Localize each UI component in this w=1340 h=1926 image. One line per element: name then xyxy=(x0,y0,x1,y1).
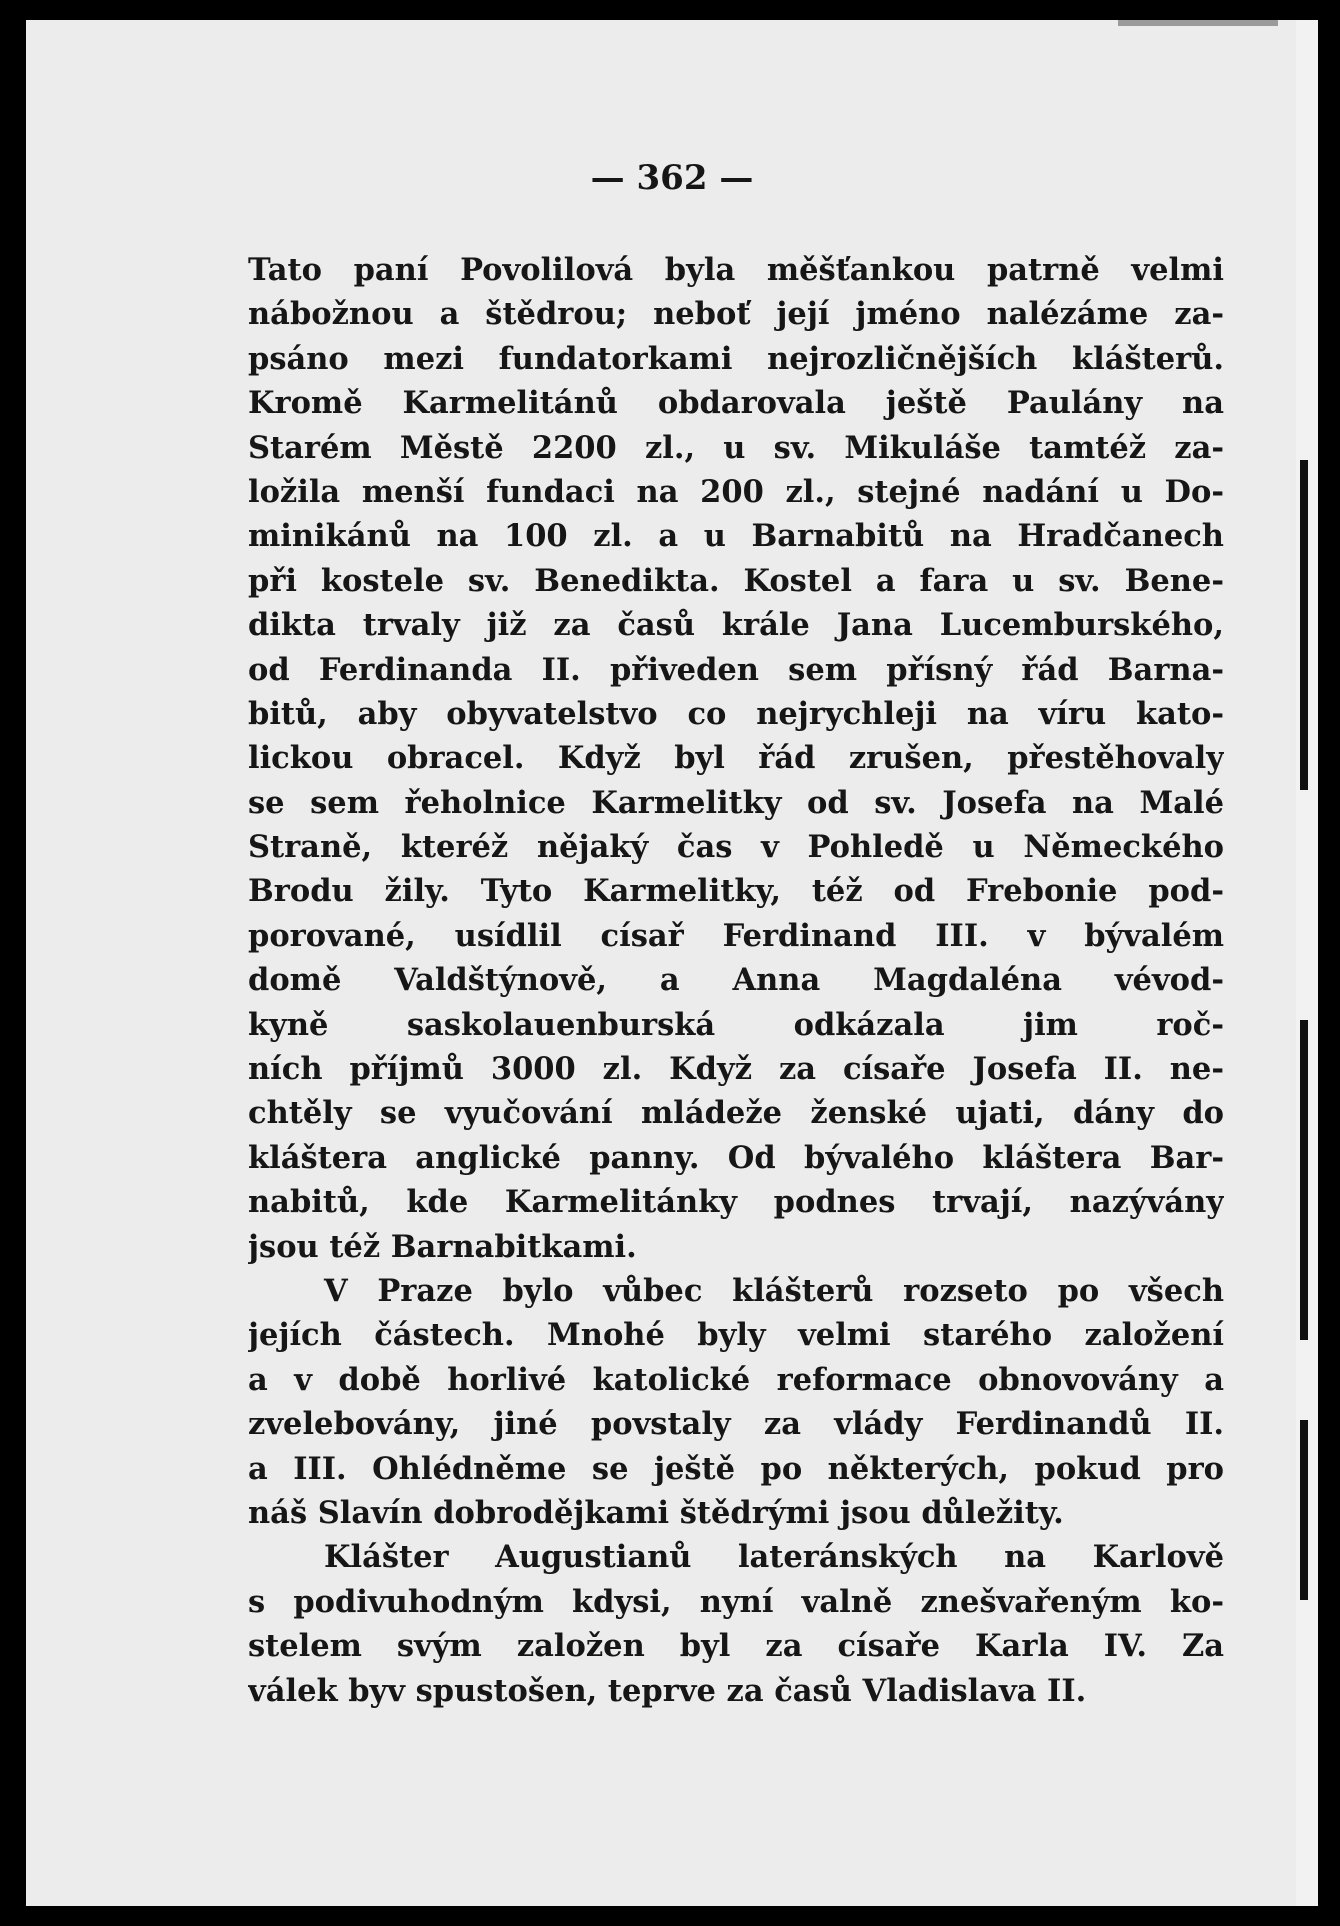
text-line: a III. Ohlédněme se ještě po některých, pokud pro xyxy=(248,1450,1224,1487)
text-line: při kostele sv. Benedikta. Kostel a fara u sv. Bene- xyxy=(248,562,1224,599)
text-line: minikánů na 100 zl. a u Barnabitů na Hradčanech xyxy=(248,518,1224,555)
text-line: a v době horlivé katolické reformace obnovovány a xyxy=(248,1361,1224,1398)
text-line: dikta trvaly již za časů krále Jana Lucemburského, xyxy=(248,607,1224,644)
scan-artifact-edge-line xyxy=(1300,1420,1308,1600)
paragraph xyxy=(248,248,1224,1269)
text-line: stelem svým založen byl za císaře Karla IV. Za xyxy=(248,1628,1224,1665)
text-line: nabitů, kde Karmelitánky podnes trvají, nazývány xyxy=(248,1184,1224,1221)
text-line: válek byv spustošen, teprve za časů Vladislava II. xyxy=(248,1672,1087,1709)
book-page xyxy=(26,20,1318,1906)
text-line: Kromě Karmelitánů obdarovala ještě Paulány na xyxy=(248,385,1224,422)
text-line: ložila menší fundaci na 200 zl., stejné nadání u Do- xyxy=(248,473,1224,510)
text-line: Klášter Augustianů lateránských na Karlově xyxy=(324,1539,1224,1576)
scan-artifact-edge-line xyxy=(1300,1020,1308,1340)
text-line: zvelebovány, jiné povstaly za vlády Ferdinandů II. xyxy=(248,1406,1224,1443)
scan-artifact-edge-line xyxy=(1300,460,1308,790)
text-line: nábožnou a štědrou; neboť její jméno nalézáme za- xyxy=(248,296,1224,333)
text-line: jejích částech. Mnohé byly velmi starého založení xyxy=(248,1317,1224,1354)
text-line: bitů, aby obyvatelstvo co nejrychleji na víru kato- xyxy=(248,695,1224,732)
scan-artifact-top xyxy=(1118,20,1278,26)
text-line: V Praze bylo vůbec klášterů rozseto po všech xyxy=(324,1272,1224,1309)
body-text xyxy=(248,248,1224,1713)
text-line: Brodu žily. Tyto Karmelitky, též od Frebonie pod- xyxy=(248,873,1224,910)
page-number: — 362 — xyxy=(590,158,754,198)
paragraph xyxy=(248,1269,1224,1535)
text-line: ních příjmů 3000 zl. Když za císaře Josefa II. ne- xyxy=(248,1051,1224,1088)
text-line: náš Slavín dobrodějkami štědrými jsou důležity. xyxy=(248,1494,1064,1531)
text-line: jsou též Barnabitkami. xyxy=(248,1228,637,1265)
text-line: kláštera anglické panny. Od bývalého kláštera Bar- xyxy=(248,1139,1224,1176)
text-line: od Ferdinanda II. přiveden sem přísný řád Barna- xyxy=(248,651,1224,688)
text-line: Straně, kteréž nějaký čas v Pohledě u Německého xyxy=(248,829,1224,866)
text-line: chtěly se vyučování mládeže ženské ujati, dány do xyxy=(248,1095,1224,1132)
text-line: porované, usídlil císař Ferdinand III. v bývalém xyxy=(248,917,1224,954)
text-line: domě Valdštýnově, a Anna Magdaléna vévod- xyxy=(248,962,1224,999)
text-line: psáno mezi fundatorkami nejrozličnějších klášterů. xyxy=(248,340,1224,377)
text-line: Starém Městě 2200 zl., u sv. Mikuláše tamtéž za- xyxy=(248,429,1224,466)
text-line: Tato paní Povolilová byla měšťankou patrně velmi xyxy=(248,252,1224,288)
text-line: kyně saskolauenburská odkázala jim roč- xyxy=(248,1006,1224,1043)
text-line: s podivuhodným kdysi, nyní valně znešvařeným ko- xyxy=(248,1583,1224,1620)
paragraph xyxy=(248,1535,1224,1713)
text-line: lickou obracel. Když byl řád zrušen, přestěhovaly xyxy=(248,740,1224,777)
text-line: se sem řeholnice Karmelitky od sv. Josefa na Malé xyxy=(248,784,1224,821)
page-edge xyxy=(1296,20,1318,1906)
